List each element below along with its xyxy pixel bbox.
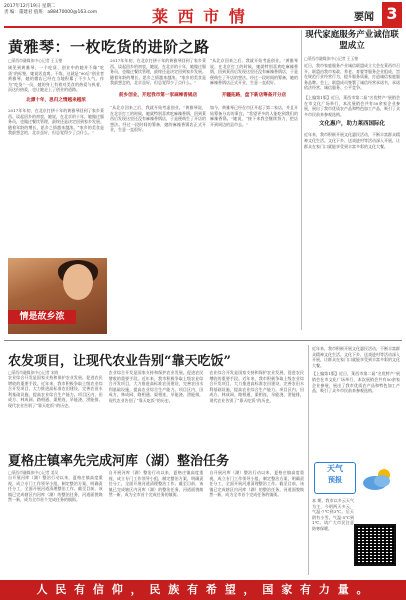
sidebar-text: 近日，我市家庭服务产业诚信联盟成立大会在莱西市召开。联盟由我市家政、养老、育婴等服务企业组成，旨在规范行业经营行为，提升服务质量，打造诚信家庭服务品牌。会上，联盟成员签署了诚信经营承诺书，承诺依法经营、诚信服务、公平竞争。 [304, 63, 400, 91]
article3-text-cont: 自开展河库（湖）整治行动以来，夏格庄镇高度重视，成立专门工作领导小组，制定整治方案，明确责任分工，全面开展河道清理整治工作。截至目前，该镇已完成辖区内河库（湖）的整治任务，河道面貌焕然一新，成为全市首个完成任务的镇街。 [108, 470, 204, 498]
sidebar-lower [312, 346, 400, 458]
editor-line: 责 编：董建君 值班：a88470000@163.com [4, 10, 98, 15]
portrait-face [63, 264, 93, 300]
article1-byline: □莱西市融媒体中心记者 王玉蓥 [8, 58, 63, 63]
article1-headline: 黄雅琴：一枚吃货的进阶之路 [8, 38, 210, 56]
sidebar-notice: 【上编第1版】近日，莱西市第二届“名优特产”展销会在市文化广场举行，本次展销会共有50余家企业参展，展出了我市优质农产品和特色加工产品，吸引了众多市民前来参观选购。 [304, 94, 400, 117]
article1-col3 [210, 58, 298, 334]
weather-subtitle: 预报 [328, 476, 342, 484]
article2-text-cont2: 农业综合开发是国家支持和保护农业发展、促进农民增收的重要手段。近年来，我市积极争取上级农业综合开发项目，大力推进高标准农田建设，完善农田水利基础设施，提高农业综合生产能力。项目区内，田成方、林成网、路相通、渠相连，旱能浇、涝能排，现代农业告别了“靠天吃饭”的历史。 [209, 370, 304, 403]
column-divider [301, 30, 302, 330]
weather-title: 天气 [327, 464, 343, 473]
article1-intro: 刚见到黄雅琴，一个吃货、创业中的她并不像“吃货”的标签，她说话直爽、干练，这就是“90后”创业者黄雅琴，她的微店已经在当地积累了不少人气。作为“吃货”一员，她的身上有着对美食的热爱与执着，而这份热爱，也让她走上了创业的道路。 [8, 65, 104, 93]
article3-text: 自开展河库（湖）整治行动以来，夏格庄镇高度重视，成立专门工作领导小组，制定整治方案，明确责任分工，全面开展河道清理整治工作。截至目前，该镇已完成辖区内河库（湖）的整治任务，河道面貌焕然一新，成为全市首个完成任务的镇街。 [8, 475, 103, 503]
article1-col1 [8, 58, 104, 256]
article1-para1: 2017年年初，在北京打拼十年的黄雅琴回到了家乡莱西。谈起回乡的初衷，她说，在北京的十年，她做过服务员，也做过餐饮管理，最终还是决定回到家乡发展。随着年龄的增长，思乡之情越来越浓。“家乡的美食是我最想念的，北京虽好，但总觉得少了点什么。” [8, 107, 104, 136]
sidebar-body [304, 56, 400, 330]
section-divider [4, 340, 402, 341]
article2-text: 农业综合开发是国家支持和保护农业发展、促进农民增收的重要手段。近年来，我市积极争取上级农业综合开发项目，大力推进高标准农田建设，完善农田水利基础设施，提高农业综合生产能力。项目区内，田成方、林成网、路相通、渠相连，旱能浇、涝能排，现代农业告别了“靠天吃饭”的历史。 [8, 375, 103, 408]
footer-slogan: 人 民 有 信 仰 ， 民 族 有 希 望 ， 国 家 有 力 量 。 [0, 580, 406, 600]
sidebar-byline: □莱西市融媒体中心记者 王玉蓥 [304, 56, 359, 61]
article3-headline: 夏格庄镇率先完成河库（湖）整治任务 [8, 454, 230, 469]
date-line: 2017年12月19日 星期二 [4, 4, 56, 9]
sidebar-headline: 现代家庭服务产业诚信联盟成立 [305, 30, 399, 51]
weather-text: 本 期，我市以多云天气为主，今明两天多云，气温-7℃到3℃。后天阴有小雪，气温-5℃到1℃。请广大市民注意防寒保暖。 [312, 498, 354, 531]
sidebar-subhead: 文化惠户，助力莱西国际化 [318, 121, 385, 128]
article1-photo [8, 258, 107, 334]
article1-subhead1: 北漂十年，思归之情越来越浓 [26, 97, 86, 103]
article2-byline: □莱西市融媒体中心记者 宋晓 [8, 370, 59, 375]
article1-subhead3: 开疆拓路，盘下新店筹备开分店 [221, 92, 287, 98]
article1-col2 [110, 58, 206, 334]
issue-date [4, 4, 97, 16]
sidebar-lower-text: 近年来，我市积极开展文化惠民活动，不断丰富群众精神文化生活。文化下乡、送戏进村等活动深入开展，让群众在家门口就能享受到丰富多彩的文化大餐。 [312, 346, 400, 368]
column-divider-lower [308, 345, 309, 575]
article3-byline: □莱西市融媒体中心记者 姜吴 [8, 470, 59, 475]
photo-caption-banner: 情是故乡浓 [8, 310, 76, 324]
page-header [4, 2, 402, 28]
article3-body [8, 470, 304, 574]
article1-subhead2: 前乡创业，开起我市第一家麻辣香锅店 [118, 92, 198, 98]
article2-headline: 农发项目，让现代农业告别“靠天吃饭” [8, 354, 231, 369]
sidebar-lower-text2: 【上编第1版】近日，莱西市第二届“名优特产”展销会在市文化广场举行，本次展销会共有50余家企业参展，展出了我市优质农产品和特色加工产品，吸引了众多市民前来参观选购。 [312, 371, 400, 394]
qr-code [354, 524, 396, 566]
article1-para3: 如今，黄雅琴已经在市区开起了第二家店，并且开始筹备分店的事宜。“希望更多的人能吃到我们的麻辣香锅。”她说，“接下来我会继续努力，把店开到周边的县市去。” [210, 104, 298, 127]
weather-badge [314, 462, 356, 494]
section-label: 要闻 [354, 12, 374, 23]
article3-text-cont2: 自开展河库（湖）整治行动以来，夏格庄镇高度重视，成立专门工作领导小组，制定整治方案，明确责任分工，全面开展河道清理整治工作。截至目前，该镇已完成辖区内河库（湖）的整治任务，河道面貌焕然一新，成为全市首个完成任务的镇街。 [209, 470, 304, 498]
cloud-sun-icon [360, 466, 396, 492]
article1-para2: “从北京回来之后，我就开始考虑创业。”黄雅琴说，在北京打工的时候，她就特别喜欢吃麻辣香锅，回到莱西后发现这里还没有麻辣香锅店，于是便萌生了开店的想法。经过一段时间的筹备，她的麻辣香锅店正式开业，生意一直很好。 [110, 104, 206, 133]
sidebar-text2: 近年来，我市积极开展文化惠民活动，不断丰富群众精神文化生活。文化下乡、送戏进村等活动深入开展，让群众在家门口就能享受到丰富多彩的文化大餐。 [304, 132, 400, 149]
article2-text-cont: 农业综合开发是国家支持和保护农业发展、促进农民增收的重要手段。近年来，我市积极争取上级农业综合开发项目，大力推进高标准农田建设，完善农田水利基础设施，提高农业综合生产能力。项目区内，田成方、林成网、路相通、渠相连，旱能浇、涝能排，现代农业告别了“靠天吃饭”的历史。 [108, 370, 204, 403]
article1-para1-cont: 2017年年初，在北京打拼十年的黄雅琴回到了家乡莱西。谈起回乡的初衷，她说，在北京的十年，她做过服务员，也做过餐饮管理，最终还是决定回到家乡发展。随着年龄的增长，思乡之情越来越浓。“家乡的美食是我最想念的，北京虽好，但总觉得少了点什么。” [110, 58, 206, 86]
page-number: 3 [382, 2, 402, 26]
paper-title: 莱 西 市 情 [152, 7, 247, 26]
article1-para2-cont: “从北京回来之后，我就开始考虑创业。”黄雅琴说，在北京打工的时候，她就特别喜欢吃麻辣香锅，回到莱西后发现这里还没有麻辣香锅店，于是便萌生了开店的想法。经过一段时间的筹备，她的麻辣香锅店正式开业，生意一直很好。 [210, 58, 298, 86]
article2-body [8, 370, 304, 442]
